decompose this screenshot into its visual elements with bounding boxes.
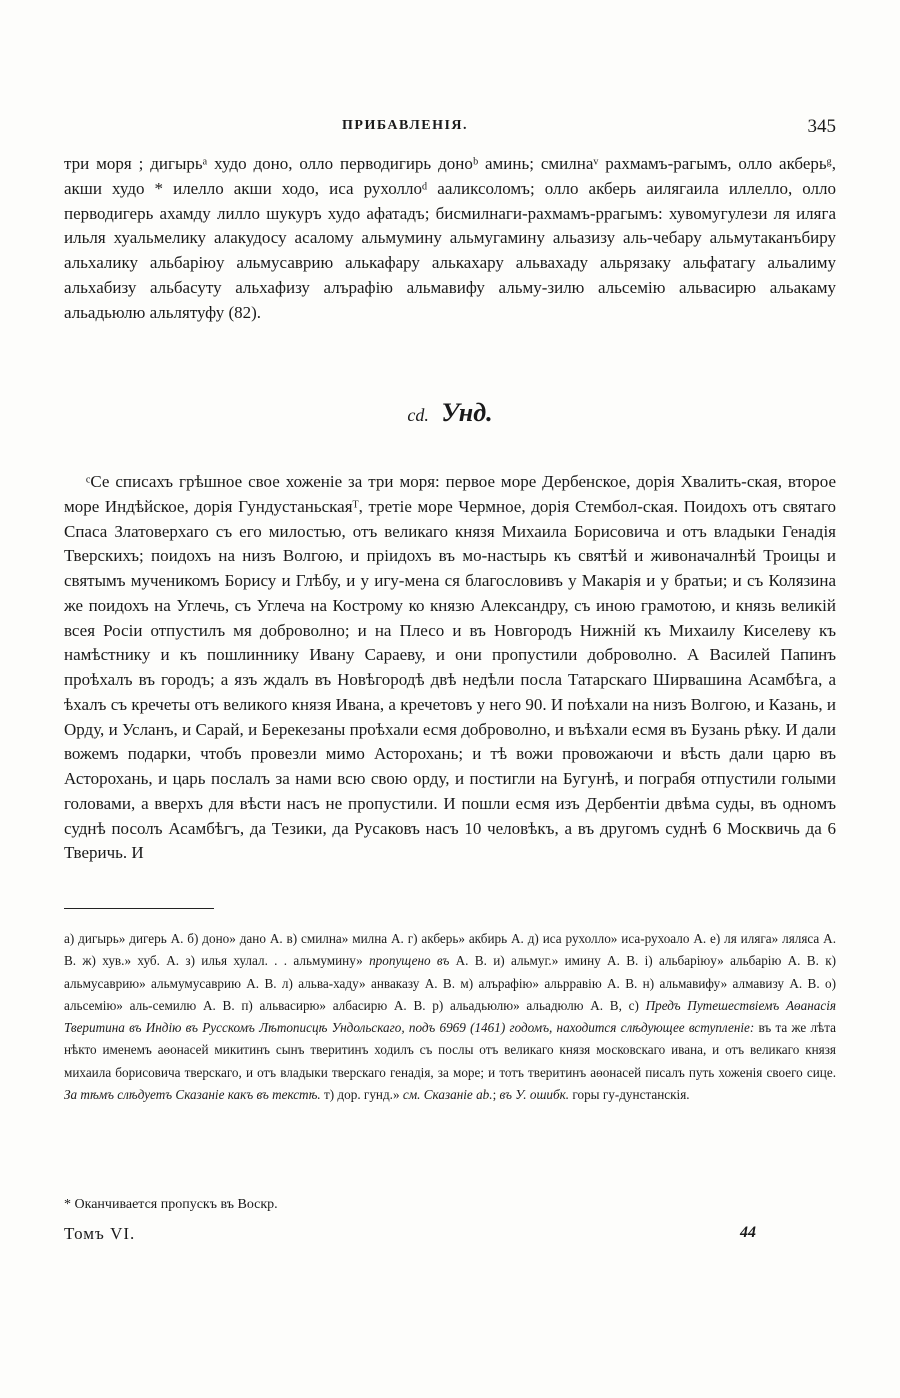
note-italic: За тѣмъ слѣдуетъ Сказаніе какъ въ текстѣ. bbox=[64, 1087, 321, 1103]
main-paragraph: ᶜСе списахъ грѣшное свое хоженіе за три моря: первое море Дербенское, дорія Хвалить-ская, второе море Индѣйское, дорія Гундустаньскаяᵀ, третіе море Чермное, дорія Стембол-ская. Поидохъ отъ святаго Спаса Златоверхаго съ его милостью, отъ великаго князя Михаила Борисовича и отъ владыки Генадія Тверскихъ; поидохъ на низъ Волгою, и пріидохъ въ мо-настырь къ святѣй и живоначалнѣй Троицы и святымъ мученикомъ Борису и Глѣбу, и у игу-мена ся благословивъ у Макарія и у братьи; и съ Колязина же поидохъ на Углечь, съ Углеча на Кострому ко князю Александру, съ иною грамотою, и князь великій всея Росіи отпустилъ мя доброволно; и на Плесо и въ Новгородъ Нижній къ Михаилу Киселеву къ намѣстнику и къ пошлиннику Ивану Сараеву, и они пропустили доброволно. А Василей Папинъ проѣхалъ въ городъ; а язъ ждалъ въ Новѣгородѣ двѣ недѣли посла Татарскаго Ширвашина Асамбѣга, а ѣхалъ съ кречеты отъ великого князя Ивана, а кречетовъ у него 90. И поѣхали на низъ Волгою, и Казань, и Орду, и Усланъ, и Сарай, и Берекезаны проѣхали есмя доброволно, и въѣхали есмя въ Бузань рѣку. И дали вожемъ подарки, чтобъ провезли мимо Асторохань; и тѣ вожи провожаючи и вѣсть дали царю въ Асторохань, и царь послалъ за нами всю свою орду, и постигли на Бугунѣ, и пограбя отпустили голыми головами, а вверхъ для вѣсти насъ не пропустили. И пошли есмя изъ Дербентіи двѣма суды, въ одномъ суднѣ посолъ Асамбѣгъ, да Тезики, да Русаковъ насъ 10 человѣкъ, а въ другомъ суднѣ 6 Москвичь да 6 Тверичь. И bbox=[64, 472, 836, 863]
note-italic: Предъ Путешествіемъ Аѳанасія Тверитина въ Индію въ Русскомъ Лѣтописцѣ Ундольскаго, подъ 6969 (1461) годомъ, находится слѣдующее вступленіе: bbox=[64, 997, 837, 1036]
note-text: ; bbox=[492, 1087, 497, 1103]
note-text: въ та же лѣта нѣкто именемъ аѳонасей микитинъ сынъ тверитинъ ходилъ съ послы отъ великаго князя московскаго ивана, и отъ великаго князя михаила борисовича тверскаго, и отъ владыки тверскаго генадія, за море; и тотъ тверитинъ аѳонасей писалъ путь хоженія своего сице. bbox=[64, 1020, 836, 1080]
running-header bbox=[0, 116, 900, 140]
note-italic: см. Сказаніе аb. bbox=[402, 1087, 493, 1103]
section-heading bbox=[0, 398, 900, 428]
volume-label: Томъ VI. bbox=[64, 1224, 136, 1243]
note-text: А. В. и) альмуг.» имину А. В. і) альбаріюу» альбарію А. В. к) альмусаврию» альмумусаврию А. В. л) альва-хаду» анваказу А. В. м) алърафію» альрравію А. В. н) альмавифу» алмавизу А. В. о) альсемію» аль-семилю А. В. п) альвасирю» албасирю А. В. р) альадьюлю» альадюлю А. В, с) bbox=[64, 953, 836, 1013]
note-text: а) дигырь» дигерь А. б) доно» дано А. в) смилна» милна А. г) акберь» акбирь А. д) иса рухолло» иса-рухоало А. е) ля иляга» ляляса А. В. ж) хув.» хуб. А. з) илья хулал. . . альмумину» bbox=[64, 931, 836, 969]
note-text: горы гу-дунстанскія. bbox=[572, 1087, 690, 1103]
page-footer bbox=[64, 1224, 836, 1248]
note-text: т) дор. гунд.» bbox=[323, 1087, 400, 1103]
section-name: Унд. bbox=[441, 398, 493, 427]
page-number: 345 bbox=[807, 116, 836, 137]
prayer-paragraph: три моря ; дигырьᵃ худо доно, олло перводигирь доноᵇ аминь; смилнаᵛ рахмамъ-рагымъ, олло акберьᵍ, акши худо * илелло акши ходо, иса рухоллоᵈ ааликсоломъ; олло акберь аилягаила иллелло, олло перводигерь ахамду лилло шукуръ худо афатадъ; бисмилнаги-рахмамъ-ррагымъ: хувомугулези ля иляга ильля хуальмелику алакудосу асалому альмумину альмугамину альазизу аль-чебару альмутаканъбиру альхалику альбаріюу альмусаврию алькафару алькахару альвахаду альрязаку альфатагу альалиму альхабизу альбасуту альхафизу алърафію альмавифу альму-зилю альсемію альвасирю альакаму альадьюлю альлятуфу (82). bbox=[64, 154, 836, 322]
footnote-rule bbox=[64, 908, 214, 909]
footnote: * Оканчивается пропускъ въ Воскр. bbox=[64, 1197, 278, 1212]
signature-mark: 44 bbox=[740, 1224, 756, 1241]
section-mark: cd. bbox=[407, 405, 429, 425]
note-italic: пропущено въ bbox=[369, 953, 450, 969]
running-title: ПРИБАВЛЕНІЯ. bbox=[342, 118, 469, 133]
variant-notes bbox=[64, 928, 836, 1106]
note-italic: въ У. ошибк. bbox=[499, 1087, 570, 1103]
